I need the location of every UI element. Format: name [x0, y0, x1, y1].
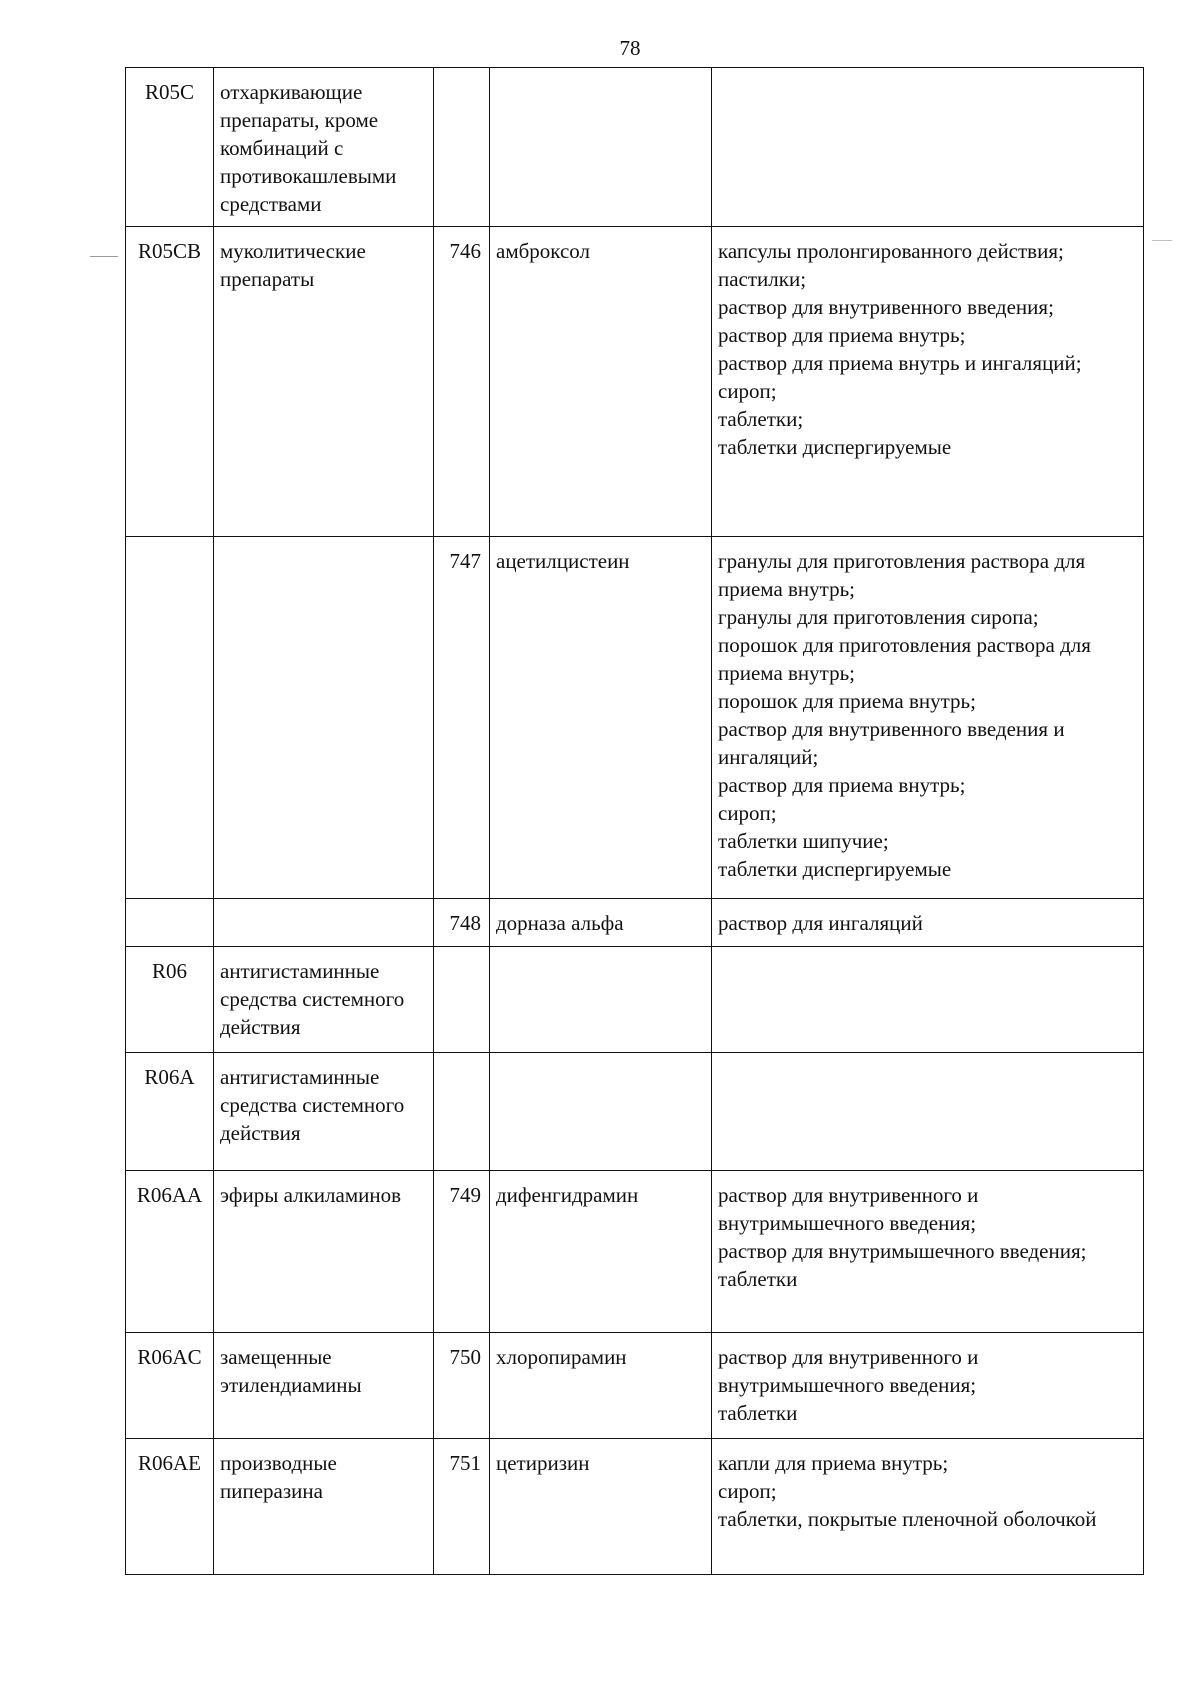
drug-name-cell [490, 68, 712, 227]
dosage-forms-cell: гранулы для приготовления раствора для приема внутрь; гранулы для приготовления сиропа; порошок для приготовления раствора для приема внутрь; порошок для приема внутрь; раствор для внутривенного введения и ингаляций; раствор для приема внутрь; сироп; таблетки шипучие; таблетки диспергируемые [712, 537, 1144, 899]
dosage-forms-cell [712, 68, 1144, 227]
group-cell: антигистаминные средства системного действия [214, 1053, 434, 1171]
scan-mark-right [1152, 240, 1172, 241]
atc-code-cell: R06AC [126, 1333, 214, 1439]
table-row [126, 899, 1144, 947]
atc-code-cell [126, 537, 214, 899]
atc-code-cell: R05CB [126, 227, 214, 537]
group-cell: антигистаминные средства системного действия [214, 947, 434, 1053]
number-cell: 748 [434, 899, 490, 947]
table-row [126, 1439, 1144, 1575]
drug-name-cell [490, 1053, 712, 1171]
page-number: 78 [619, 36, 641, 60]
drug-name-cell: хлоропирамин [490, 1333, 712, 1439]
number-cell: 750 [434, 1333, 490, 1439]
drug-name-cell: дифенгидрамин [490, 1171, 712, 1333]
drug-name-cell: амброксол [490, 227, 712, 537]
group-cell: эфиры алкиламинов [214, 1171, 434, 1333]
drug-name-cell: ацетилцистеин [490, 537, 712, 899]
dosage-forms-cell: раствор для внутривенного и внутримышечного введения; раствор для внутримышечного введения; таблетки [712, 1171, 1144, 1333]
number-cell: 749 [434, 1171, 490, 1333]
table-row [126, 1053, 1144, 1171]
scan-mark-left [90, 256, 118, 257]
dosage-forms-cell: капли для приема внутрь; сироп; таблетки, покрытые пленочной оболочкой [712, 1439, 1144, 1575]
drug-name-cell [490, 947, 712, 1053]
table-row [126, 68, 1144, 227]
number-cell: 747 [434, 537, 490, 899]
dosage-forms-cell: раствор для ингаляций [712, 899, 1144, 947]
group-cell: отхаркивающие препараты, кроме комбинаций с противокашлевыми средствами [214, 68, 434, 227]
group-cell: замещенные этилендиамины [214, 1333, 434, 1439]
number-cell: 751 [434, 1439, 490, 1575]
drug-name-cell: цетиризин [490, 1439, 712, 1575]
number-cell [434, 68, 490, 227]
dosage-forms-cell [712, 1053, 1144, 1171]
atc-code-cell: R05C [126, 68, 214, 227]
number-cell [434, 947, 490, 1053]
group-cell: муколитические препараты [214, 227, 434, 537]
number-cell: 746 [434, 227, 490, 537]
table-row [126, 227, 1144, 537]
group-cell [214, 537, 434, 899]
dosage-forms-cell: раствор для внутривенного и внутримышечного введения; таблетки [712, 1333, 1144, 1439]
dosage-forms-cell [712, 947, 1144, 1053]
table-row [126, 1171, 1144, 1333]
dosage-forms-cell: капсулы пролонгированного действия; пастилки; раствор для внутривенного введения; раствор для приема внутрь; раствор для приема внутрь и ингаляций; сироп; таблетки; таблетки диспергируемые [712, 227, 1144, 537]
atc-code-cell: R06AE [126, 1439, 214, 1575]
group-cell: производные пиперазина [214, 1439, 434, 1575]
number-cell [434, 1053, 490, 1171]
group-cell [214, 899, 434, 947]
drug-name-cell: дорназа альфа [490, 899, 712, 947]
table-row [126, 1333, 1144, 1439]
table-row [126, 947, 1144, 1053]
atc-code-cell: R06AA [126, 1171, 214, 1333]
atc-code-cell: R06 [126, 947, 214, 1053]
medication-table [125, 67, 1144, 1575]
atc-code-cell [126, 899, 214, 947]
atc-code-cell: R06A [126, 1053, 214, 1171]
table-row [126, 537, 1144, 899]
